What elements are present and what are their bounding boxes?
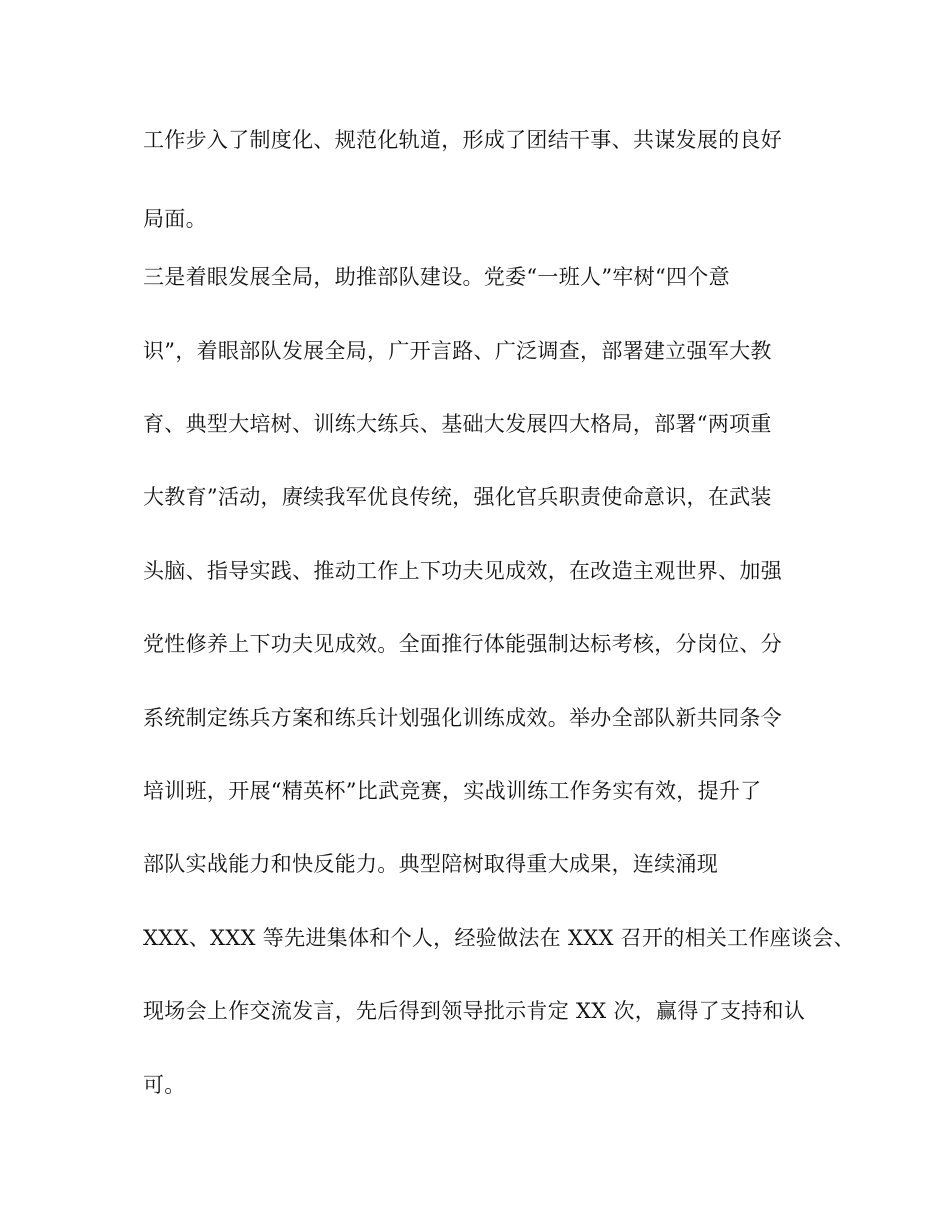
text-line-9: 系统制定练兵方案和练兵计划强化训练成效。举办全部队新共同条令	[143, 706, 782, 730]
text-line-2: 局面。	[143, 207, 207, 231]
text-line-11: 部队实战能力和快反能力。典型陪树取得重大成果，连续涌现	[143, 852, 719, 876]
text-line-7: 头脑、指导实践、推动工作上下功夫见成效，在改造主观世界、加强	[143, 559, 782, 583]
text-line-4: 识”，着眼部队发展全局，广开言路、广泛调查，部署建立强军大教	[143, 339, 772, 363]
text-line-13: 现场会上作交流发言，先后得到领导批示肯定 XX 次，赢得了支持和认	[143, 999, 806, 1023]
text-line-1: 工作步入了制度化、规范化轨道，形成了团结干事、共谋发展的良好	[143, 128, 782, 152]
text-line-5: 育、典型大培树、训练大练兵、基础大发展四大格局，部署“两项重	[143, 412, 772, 436]
text-line-10: 培训班，开展“精英杯”比武竞赛，实战训练工作务实有效，提升了	[143, 779, 762, 803]
text-line-3: 三是着眼发展全局，助推部队建设。党委“一班人”牢树“四个意	[143, 265, 730, 289]
text-line-12: XXX、XXX 等先进集体和个人，经验做法在 XXX 召开的相关工作座谈会、	[143, 926, 855, 950]
text-line-14: 可。	[143, 1073, 186, 1097]
text-line-8: 党性修养上下功夫见成效。全面推行体能强制达标考核，分岗位、分	[143, 632, 782, 656]
text-line-6: 大教育”活动，赓续我军优良传统，强化官兵职责使命意识，在武装	[143, 485, 772, 509]
